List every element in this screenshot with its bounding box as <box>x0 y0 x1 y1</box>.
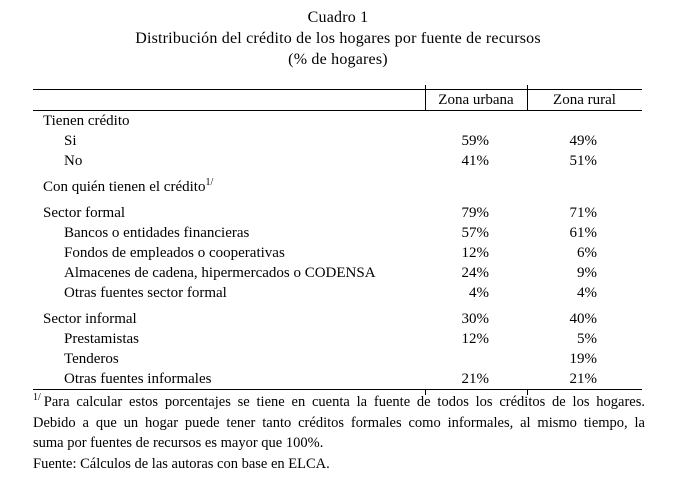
table-row <box>33 223 642 243</box>
row-label: Otras fuentes informales <box>64 370 212 387</box>
table-header-row <box>33 90 642 110</box>
table-row <box>33 349 642 369</box>
row-label: Si <box>64 132 77 149</box>
rural-value: 40% <box>569 310 597 327</box>
urban-value: 30% <box>461 310 489 327</box>
urban-value: 4% <box>469 284 489 301</box>
table-footnote <box>33 392 645 474</box>
row-label: Con quién tienen el crédito$^{1/}$ <box>43 176 214 195</box>
row-label: Fondos de empleados o cooperativas <box>64 244 285 261</box>
table-row <box>33 243 642 263</box>
row-label: Tenderos <box>64 350 119 367</box>
row-label: Tienen crédito <box>43 112 130 129</box>
urban-value: 59% <box>461 132 489 149</box>
table-number-title: Cuadro 1 <box>307 9 369 26</box>
urban-value: 24% <box>461 264 489 281</box>
rural-value: 21% <box>569 370 597 387</box>
urban-value: 12% <box>461 330 489 347</box>
footnote-line: suma por fuentes de recursos es mayor que 100%. <box>33 435 324 451</box>
rural-value: 6% <box>577 244 597 261</box>
urban-value: 41% <box>461 152 489 169</box>
urban-value: 57% <box>461 224 489 241</box>
row-label: No <box>64 152 83 169</box>
rural-value: 49% <box>569 132 597 149</box>
table-row <box>33 283 642 303</box>
rural-value: 19% <box>569 350 597 367</box>
footnote-marker: 1/ <box>33 392 41 404</box>
table-bottom-rule <box>33 389 642 390</box>
table-row <box>33 369 642 389</box>
table-row <box>33 151 642 171</box>
table-row <box>33 263 642 283</box>
rural-value: 9% <box>577 264 597 281</box>
table-subtitle: Distribución del crédito de los hogares por fuente de recursos <box>135 30 541 47</box>
row-label: Bancos o entidades financieras <box>64 224 250 241</box>
table-row <box>33 329 642 349</box>
footnote-line: $^{1/}$ Para calcular estos porcentajes se tiene en cuenta la fuente de todos los créditos de los hogares. <box>33 392 645 410</box>
row-label: Sector formal <box>43 204 126 221</box>
rural-value: 71% <box>569 204 597 221</box>
row-label: Prestamistas <box>64 330 139 347</box>
row-label: Otras fuentes sector formal <box>64 284 227 301</box>
footnote-reference: 1/ <box>205 176 214 188</box>
column-header-urban: Zona urbana <box>438 91 514 108</box>
urban-value: 79% <box>461 204 489 221</box>
table-title-block <box>0 7 676 70</box>
rural-value: 5% <box>577 330 597 347</box>
table-unit-line: (% de hogares) <box>288 51 388 68</box>
table-row <box>33 203 642 223</box>
rural-value: 61% <box>569 224 597 241</box>
rural-value: 51% <box>569 152 597 169</box>
table-row <box>33 177 642 197</box>
footnote-line: Debido a que un hogar puede tener tanto créditos formales como informales, al mismo tiempo, la <box>33 414 645 431</box>
table-row <box>33 131 642 151</box>
urban-value: 12% <box>461 244 489 261</box>
credit-distribution-table <box>33 89 642 390</box>
urban-value: 21% <box>461 370 489 387</box>
column-header-rural: Zona rural <box>553 91 616 108</box>
row-label: Almacenes de cadena, hipermercados o CODENSA <box>64 264 376 281</box>
table-row <box>33 111 642 131</box>
table-row <box>33 309 642 329</box>
rural-value: 4% <box>577 284 597 301</box>
row-label: Sector informal <box>43 310 137 327</box>
table-body <box>33 111 642 389</box>
source-line: Fuente: Cálculos de las autoras con base en ELCA. <box>33 455 330 472</box>
